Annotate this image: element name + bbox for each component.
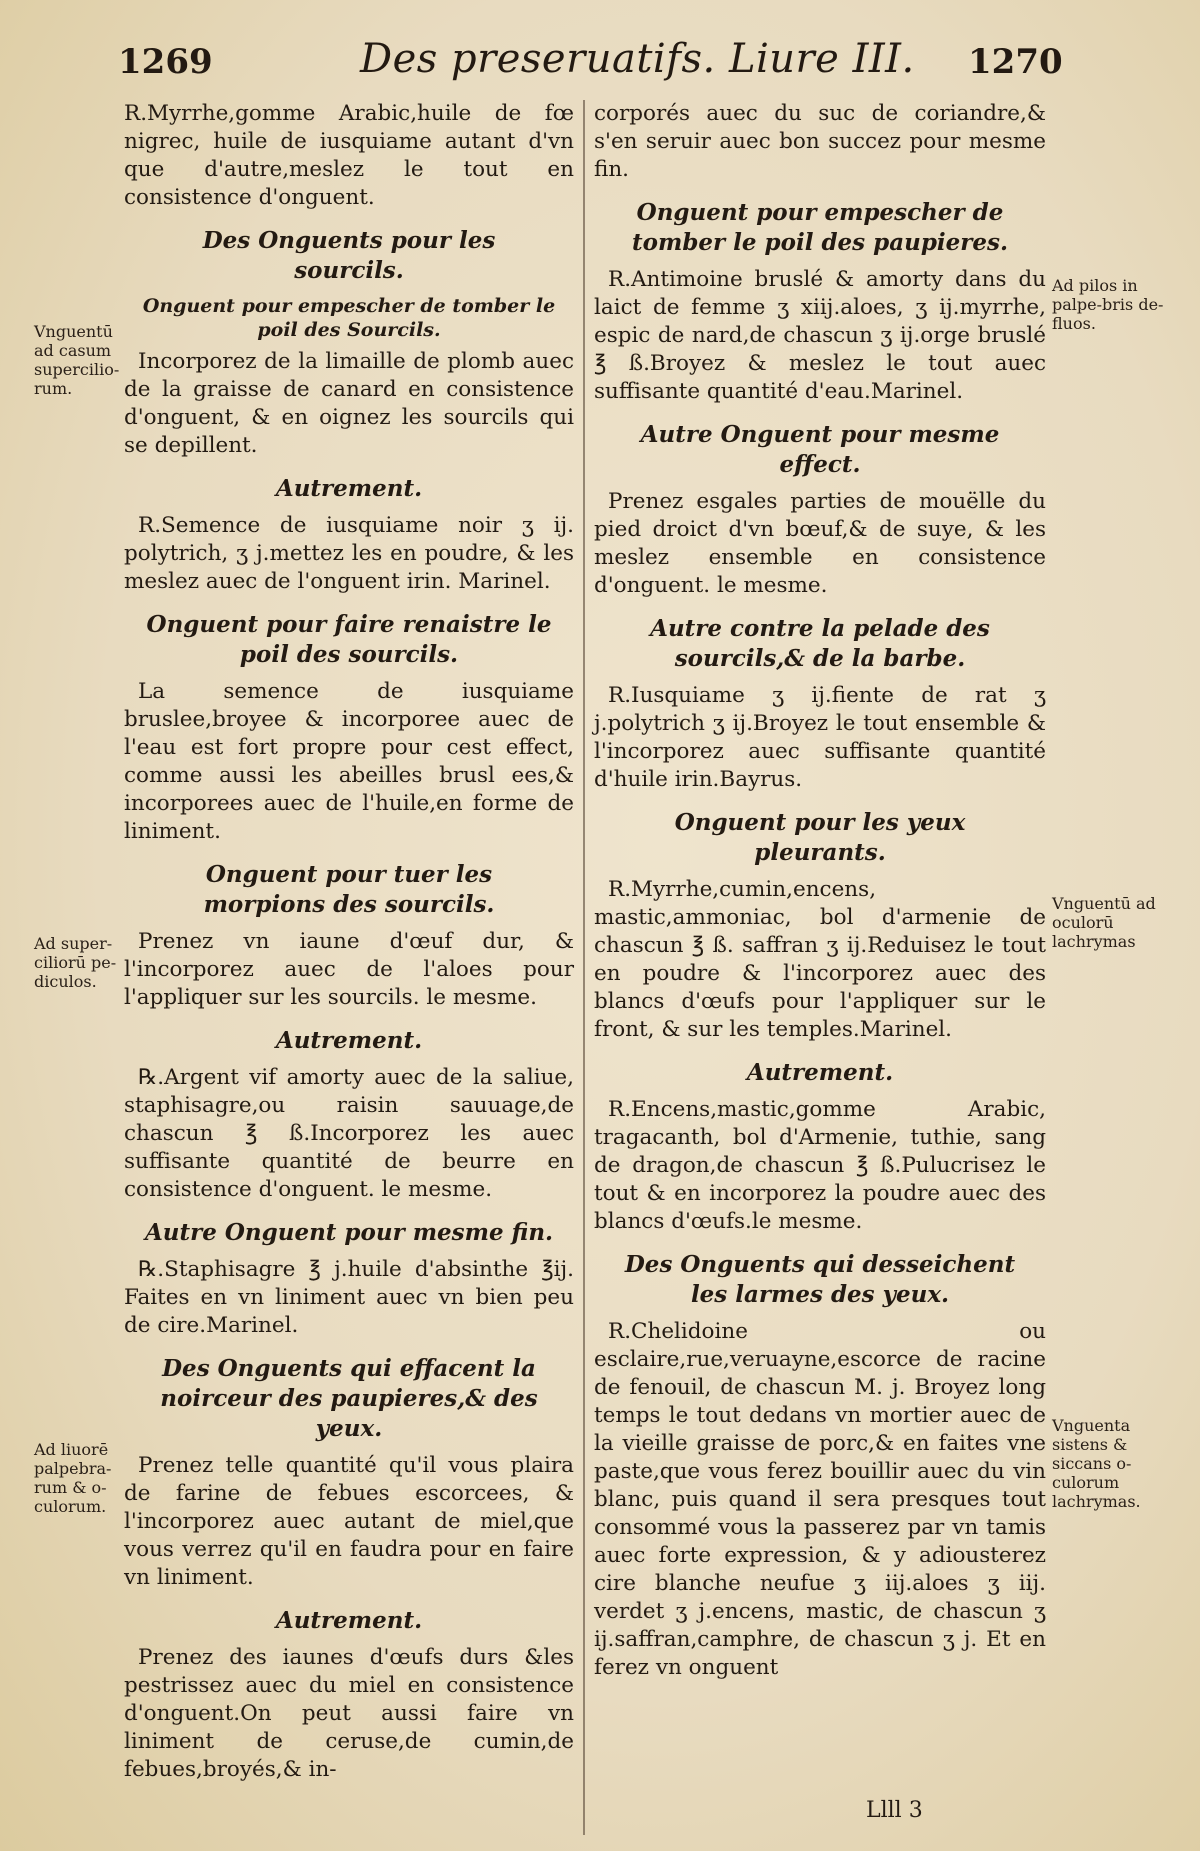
left-column [124,100,574,1790]
right-column [594,100,1046,1688]
paragraph: Incorporez de la limaille de plomb auec de la graisse de canard en consistence d'onguent, & en oignez les sourcils qui se depillent. [124,349,574,458]
paragraph: R.Chelidoine ou esclaire,rue,veruayne,escorce de racine de fenouil, de chascun M. j. Broyez long temps le tout dedans vn mortier auec de la vieille graisse de porc,& en faites vne paste,que vous ferez bouillir auec du vin blanc, puis quand il sera presques tout consommé vous la passerez par vn tamis auec forte expression, & y adiousterez cire blanche neufue ʒ iij.aloes ʒ iij. verdet ʒ j.encens, mastic, de chascun ʒ ij.saffran,camphre, de chascun ʒ j. Et en ferez vn onguent [594,1319,1046,1680]
signature-mark: Llll 3 [866,1798,923,1823]
paragraph: ℞.Argent vif amorty auec de la saliue, staphisagre,ou raisin sauuage,de chascun ℥ ß.Incorporez les auec suffisante quantité de beurre en consistence d'onguent. le mesme. [124,1065,574,1202]
section-heading: Des Onguents qui effacent la noirceur des paupieres,& des yeux. [160,1355,538,1442]
margin-note-right: Ad pilos in palpe-bris de-fluos. [1052,276,1164,333]
column-divider [583,100,585,1835]
section-heading: Autrement. [275,475,423,502]
section-heading: Des Onguents qui desseichent les larmes des yeux. [624,1251,1016,1308]
paragraph: Prenez vn iaune d'œuf dur, & l'incorporez auec de l'aloes pour l'appliquer sur les sourcils. le mesme. [124,929,574,1010]
paragraph: Prenez telle quantité qu'il vous plaira de farine de febues escorcees, & l'incorporez auec autant de miel,que vous verrez qu'il en faudra pour en faire vn liniment. [124,1453,574,1590]
paragraph: R.Myrrhe,cumin,encens, mastic,ammoniac, bol d'armenie de chascun ℥ ß. saffran ʒ ij.Reduisez le tout en poudre & l'incorporez auec des blancs d'œufs pour l'appliquer sur le front, & sur les temples.Marinel. [594,877,1046,1042]
margin-note-left: Ad super-ciliorū pe-diculos. [34,934,117,991]
paragraph: Prenez des iaunes d'œufs durs &les pestrissez auec du miel en consistence d'onguent.On peut aussi faire vn liniment de ceruse,de cumin,de febues,broyés,& in- [124,1645,574,1782]
section-heading: Onguent pour faire renaistre le poil des sourcils. [146,611,552,668]
margin-note-left: Ad liuorē palpebra-rum & o-culorum. [34,1440,112,1516]
paragraph: R.Myrrhe,gomme Arabic,huile de fœ nigrec, huile de iusquiame autant d'vn que d'autre,meslez le tout en consistence d'onguent. [124,101,574,210]
paragraph: R.Encens,mastic,gomme Arabic, tragacanth, bol d'Armenie, tuthie, sang de dragon,de chascun ℥ ß.Pulucrisez le tout & en incorporez la poudre auec des blancs d'œufs.le mesme. [594,1097,1046,1234]
right-page-number: 1270 [968,42,1063,82]
section-heading: Autrement. [275,1027,423,1054]
paragraph: R.Iusquiame ʒ ij.fiente de rat ʒ j.polytrich ʒ ij.Broyez le tout ensemble & l'incorporez auec suffisante quantité d'huile irin.Bayrus. [594,683,1046,792]
paragraph: La semence de iusquiame bruslee,broyee & incorporee auec de l'eau est fort propre pour cest effect, comme aussi les abeilles brusl ees,& incorporees auec de l'huile,en forme de liniment. [124,679,574,844]
section-heading: Onguent pour empescher de tomber le poil des paupieres. [632,199,1008,256]
margin-note-right: Vnguentū ad oculorū lachrymas [1052,894,1156,951]
section-heading: Autre Onguent pour mesme effect. [640,421,1000,478]
margin-note-left: Vnguentū ad casum supercilio-rum. [34,322,120,398]
margin-note-right: Vnguenta sistens & siccans o-culorum lachrymas. [1052,1416,1141,1511]
section-heading: Des Onguents pour les sourcils. [202,227,496,284]
paragraph: Prenez esgales parties de mouëlle du pied droict d'vn bœuf,& de suye, & les meslez ensemble en consistence d'onguent. le mesme. [594,489,1046,598]
paragraph: corporés auec du suc de coriandre,& s'en seruir auec bon succez pour mesme fin. [594,101,1046,182]
paragraph: R.Antimoine bruslé & amorty dans du laict de femme ʒ xiij.aloes, ʒ ij.myrrhe, espic de nard,de chascun ʒ ij.orge bruslé ℥ ß.Broyez & meslez le tout auec suffisante quantité d'eau.Marinel. [594,267,1046,404]
section-heading: Autrement. [746,1059,894,1086]
section-heading: Onguent pour tuer les morpions des sourcils. [203,861,495,918]
section-heading: Autrement. [275,1607,423,1634]
section-heading: Onguent pour les yeux pleurants. [674,809,966,866]
paragraph: ℞.Staphisagre ℥ j.huile d'absinthe ℥ij. Faites en vn liniment auec vn bien peu de cire.Marinel. [124,1257,574,1338]
left-page-number: 1269 [118,42,213,82]
section-heading: Autre Onguent pour mesme fin. [144,1219,554,1246]
running-title: Des preseruatifs. Liure III. [360,36,915,82]
paragraph: R.Semence de iusquiame noir ʒ ij. polytrich, ʒ j.mettez les en poudre, & les meslez auec de l'onguent irin. Marinel. [124,513,574,594]
running-header [0,36,1200,86]
section-heading: Autre contre la pelade des sourcils,& de la barbe. [650,615,990,672]
subheading: Onguent pour empescher de tomber le poil des Sourcils. [142,295,556,341]
